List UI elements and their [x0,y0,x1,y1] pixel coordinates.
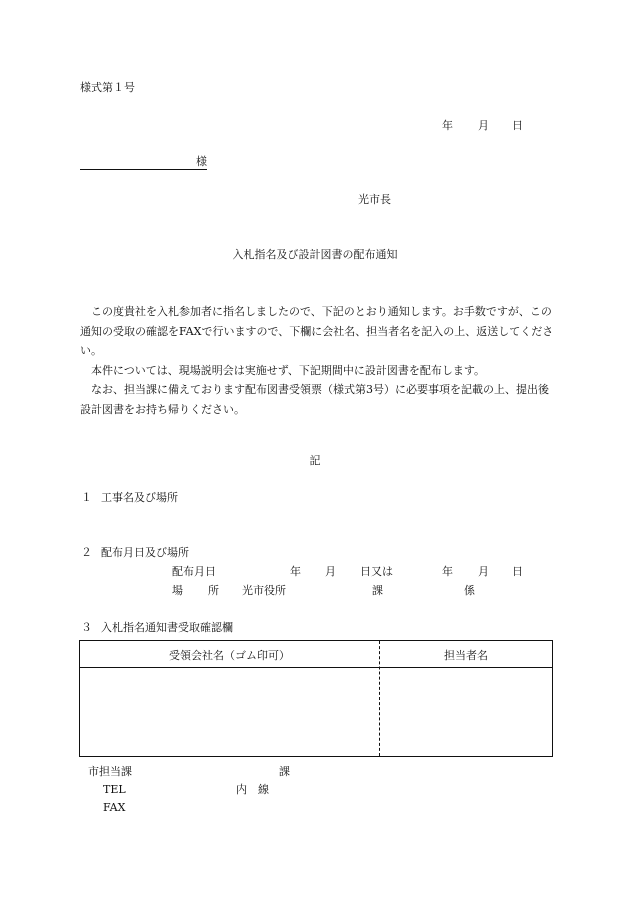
dist-day2-label: 日 [512,565,523,578]
addressee-line [80,155,207,170]
addressee-suffix: 様 [196,155,207,168]
place-label-2: 所 [208,584,219,597]
place-kakari: 係 [464,584,475,597]
contact-person-header: 担当者名 [444,649,488,662]
body-paragraph: この度貴社を入札参加者に指名しましたので、下記のとおり通知します。お手数ですが、この通知の受取の確認をFAXで行いますので、下欄に会社名、担当者名を記入の上、返送してください。 [80,305,554,357]
dist-year-label: 年 [290,565,301,578]
place-ka: 課 [372,584,383,597]
body-text [80,302,558,419]
company-name-header: 受領会社名（ゴム印可） [169,649,290,662]
place-value: 光市役所 [242,584,286,597]
section-3-number: ３ [81,621,92,634]
body-paragraph: 本件については、現場説明会は実施せず、下記期間中に設計図書を配布します。 [91,363,486,377]
dist-day-or-label: 日又は [360,565,393,578]
date-year-label: 年 [442,119,453,132]
naisen-label: 内 線 [236,783,269,796]
dist-month2-label: 月 [478,565,489,578]
section-2-title: 配布月日及び場所 [101,546,189,559]
contact-person-field[interactable] [380,668,552,756]
section-3-title: 入札指名通知書受取確認欄 [101,621,233,634]
distribution-date-label: 配布月日 [172,565,216,578]
tel-label: TEL [103,783,126,796]
date-day-label: 日 [512,119,523,132]
section-1-number: １ [81,491,92,504]
form-number: 様式第１号 [80,81,135,94]
fax-label: FAX [103,801,126,814]
dist-year2-label: 年 [442,565,453,578]
company-name-field[interactable] [80,668,378,756]
receipt-confirmation-table [79,640,553,757]
section-2-number: ２ [81,546,92,559]
dist-month-label: 月 [325,565,336,578]
body-paragraph: なお、担当課に備えております配布図書受領票（様式第3号）に必要事項を記載の上、提出後設計図書をお持ち帰りください。 [80,383,549,416]
section-1-title: 工事名及び場所 [101,491,178,504]
dept-ka: 課 [279,765,290,778]
dept-label: 市担当課 [88,765,132,778]
date-month-label: 月 [478,119,489,132]
place-label-1: 場 [172,584,183,597]
document-title: 入札指名及び設計図書の配布通知 [232,248,398,261]
ki-heading: 記 [309,454,321,467]
sender: 光市長 [358,193,391,206]
